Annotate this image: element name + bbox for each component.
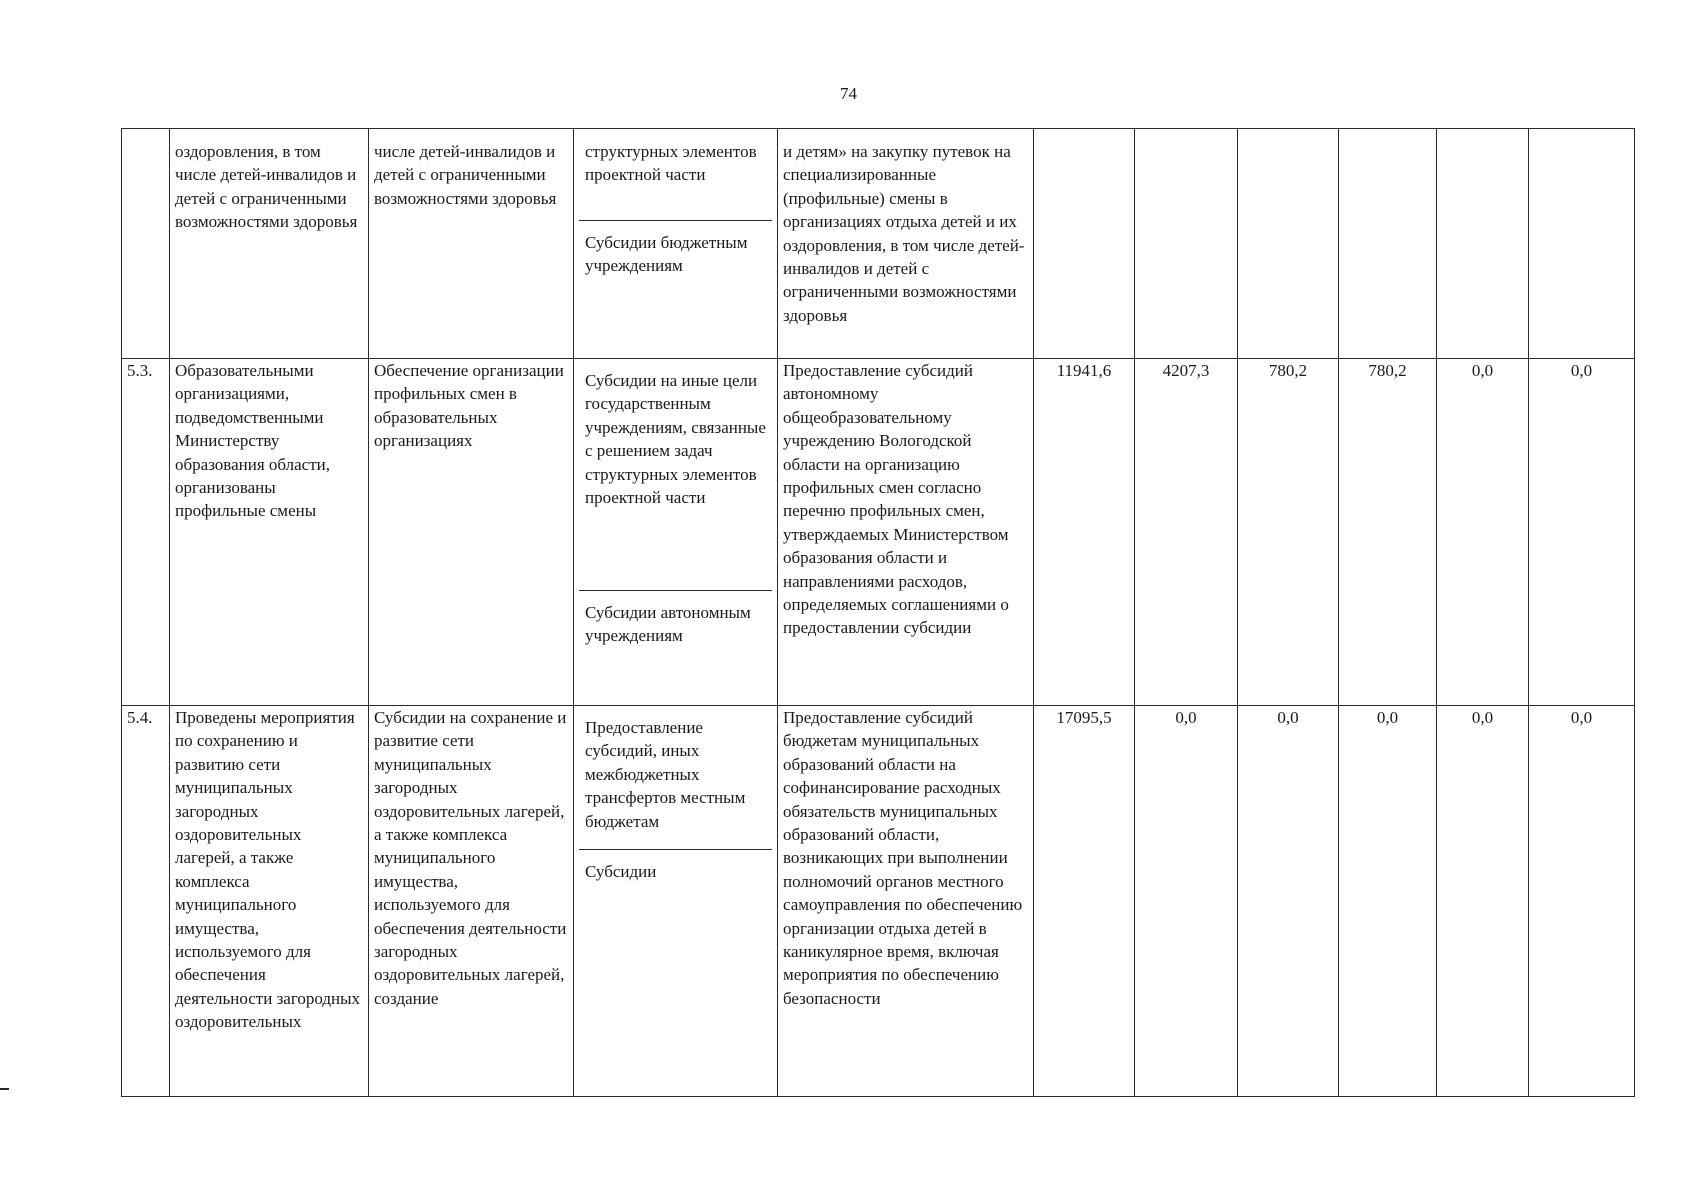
- value-cell: 17095,5: [1034, 706, 1135, 1097]
- table-row: [122, 706, 1635, 1097]
- row-number: 5.3.: [122, 359, 170, 706]
- expense-type-top: структурных элементов проектной части: [585, 142, 757, 185]
- result-cell: Образовательными организациями, подведомственными Министерству образования области, организованы профильные смены: [170, 359, 369, 706]
- value-cell: 0,0: [1238, 706, 1339, 1097]
- value-cell: 0,0: [1339, 706, 1437, 1097]
- value-cell: [1238, 129, 1339, 359]
- value-cell: 0,0: [1135, 706, 1238, 1097]
- event-cell: Субсидии на сохранение и развитие сети муниципальных загородных оздоровительных лагерей, а также комплекса муниципального имущества, используемого для обеспечения деятельности загородных оздоровительных лагерей, создание: [369, 706, 574, 1097]
- event-cell: Обеспечение организации профильных смен в образовательных организациях: [369, 359, 574, 706]
- value-cell: 780,2: [1238, 359, 1339, 706]
- value-cell: 780,2: [1339, 359, 1437, 706]
- value-cell: [1034, 129, 1135, 359]
- value-cell: [1437, 129, 1529, 359]
- page-number: 74: [840, 84, 857, 103]
- value-cell: 11941,6: [1034, 359, 1135, 706]
- table-row: [122, 129, 1635, 359]
- value-cell: 0,0: [1437, 359, 1529, 706]
- budget-table: [121, 128, 1635, 1097]
- result-cell: оздоровления, в том числе детей-инвалидов и детей с ограниченными возможностями здоровья: [170, 129, 369, 359]
- description-cell: Предоставление субсидий бюджетам муниципальных образований области на софинансирование расходных обязательств муниципальных образований области, возникающих при выполнении полномочий органов местного самоуправления по обеспечению организации отдыха детей в каникулярное время, включая мероприятия по обеспечению безопасности: [778, 706, 1034, 1097]
- value-cell: 0,0: [1529, 359, 1635, 706]
- value-cell: 4207,3: [1135, 359, 1238, 706]
- expense-type-cell: [574, 129, 778, 359]
- description-cell: и детям» на закупку путевок на специализированные (профильные) смены в организациях отдыха детей и их оздоровления, в том числе детей-инвалидов и детей с ограниченными возможностями здоровья: [778, 129, 1034, 359]
- value-cell: [1135, 129, 1238, 359]
- description-cell: Предоставление субсидий автономному общеобразовательному учреждению Вологодской области на организацию профильных смен согласно перечню профильных смен, утверждаемых Министерством образования области и направлениями расходов, определяемых соглашениями о предоставлении субсидии: [778, 359, 1034, 706]
- expense-type-top: Субсидии на иные цели государственным учреждениям, связанные с решением задач структурных элементов проектной части: [585, 371, 766, 508]
- expense-type-cell: [574, 359, 778, 706]
- expense-type-bottom: Субсидии автономным учреждениям: [579, 590, 772, 648]
- event-cell: числе детей-инвалидов и детей с ограниченными возможностями здоровья: [369, 129, 574, 359]
- row-number: [122, 129, 170, 359]
- expense-type-bottom: Субсидии бюджетным учреждениям: [579, 220, 772, 278]
- value-cell: [1339, 129, 1437, 359]
- expense-type-cell: [574, 706, 778, 1097]
- value-cell: 0,0: [1437, 706, 1529, 1097]
- value-cell: [1529, 129, 1635, 359]
- table-row: [122, 359, 1635, 706]
- expense-type-top: Предоставление субсидий, иных межбюджетных трансфертов местным бюджетам: [585, 718, 746, 831]
- expense-type-bottom: Субсидии: [579, 849, 772, 883]
- row-number: 5.4.: [122, 706, 170, 1097]
- value-cell: 0,0: [1529, 706, 1635, 1097]
- margin-mark: [0, 1088, 9, 1090]
- result-cell: Проведены мероприятия по сохранению и развитию сети муниципальных загородных оздоровительных лагерей, а также комплекса муниципального имущества, используемого для обеспечения деятельности загородных оздоровительных: [170, 706, 369, 1097]
